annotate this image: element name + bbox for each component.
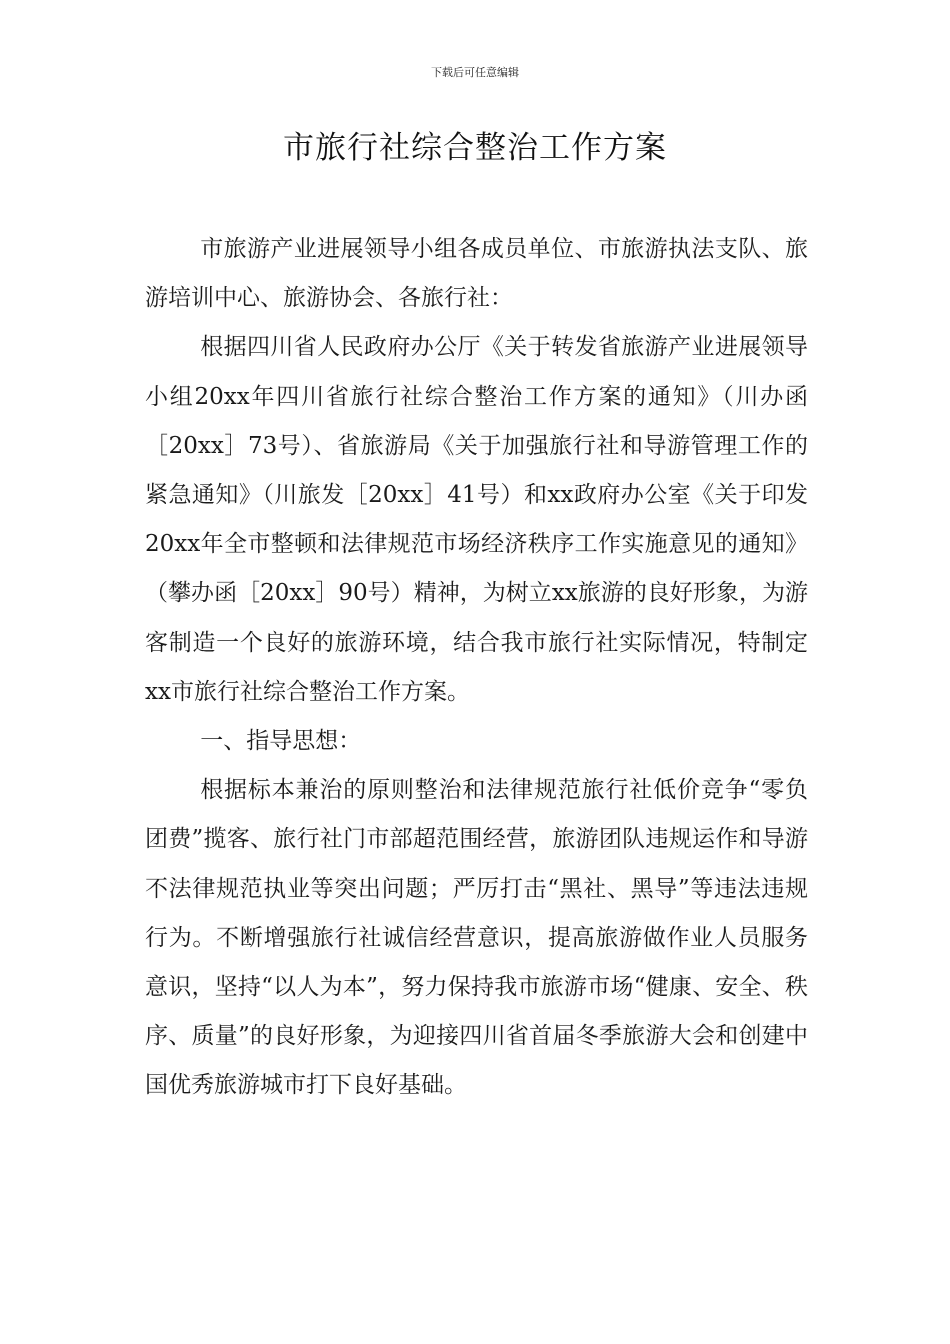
basis-paragraph: 根据四川省人民政府办公厅《关于转发省旅游产业进展领导小组20xx年四川省旅行社综合整治工作方案的通知》（川办函［20xx］73号）、省旅游局《关于加强旅行社和导游管理工作的紧急通知》（川旅发［20xx］41号）和xx政府办公室《关于印发20xx年全市整顿和法律规范市场经济秩序工作实施意见的通知》（攀办函［20xx］90号）精神，为树立xx旅游的良好形象，为游客制造一个良好的旅游环境，结合我市旅行社实际情况，特制定xx市旅行社综合整治工作方案。 (145, 334, 808, 705)
document-body (145, 225, 808, 1111)
salutation-paragraph: 市旅游产业进展领导小组各成员单位、市旅游执法支队、旅游培训中心、旅游协会、各旅行社： (145, 236, 808, 312)
section-heading-guiding-ideology: 一、指导思想： (200, 728, 362, 755)
page-header-note: 下载后可任意编辑 (431, 66, 519, 79)
guiding-ideology-paragraph: 根据标本兼治的原则整治和法律规范旅行社低价竞争“零负团费”揽客、旅行社门市部超范围经营，旅游团队违规运作和导游不法律规范执业等突出问题；严厉打击“黑社、黑导”等违法违规行为。不断增强旅行社诚信经营意识，提高旅游做作业人员服务意识，坚持“以人为本”，努力保持我市旅游市场“健康、安全、秩序、质量”的良好形象，为迎接四川省首届冬季旅游大会和创建中国优秀旅游城市打下良好基础。 (145, 777, 808, 1099)
document-title: 市旅行社综合整治工作方案 (283, 130, 667, 166)
